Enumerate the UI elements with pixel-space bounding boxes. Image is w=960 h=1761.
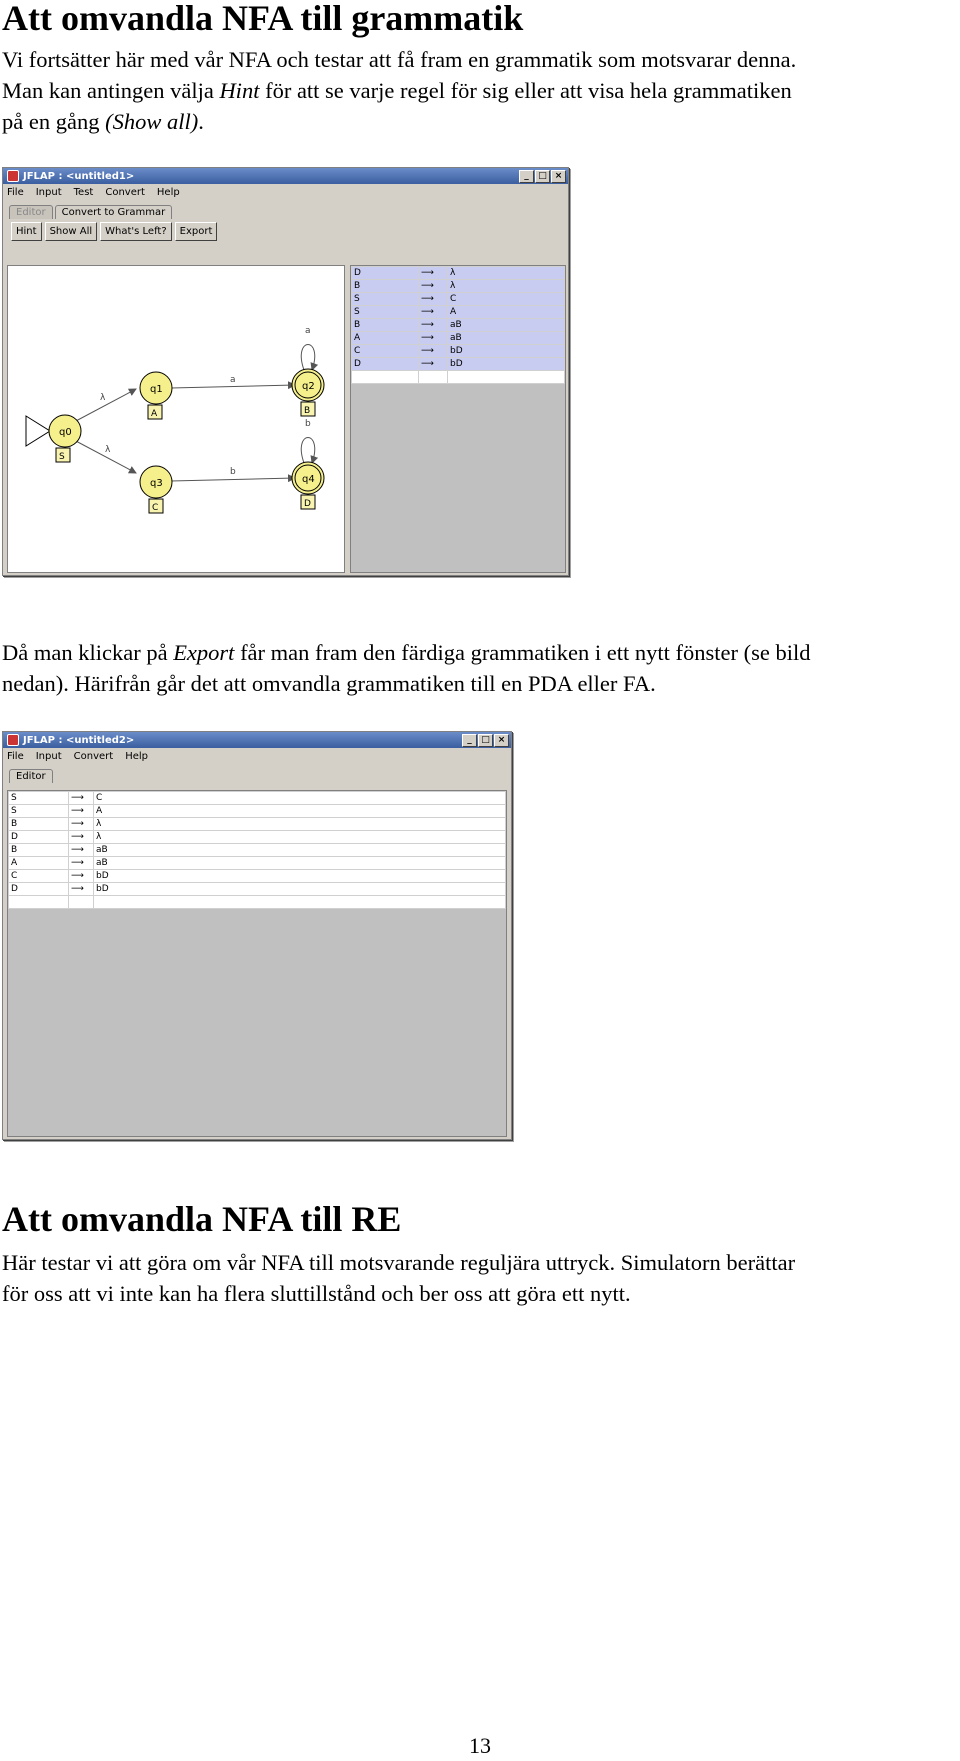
menu-file[interactable]: File <box>7 187 24 198</box>
hint-button[interactable]: Hint <box>11 222 42 241</box>
production-rhs[interactable]: λ <box>448 280 565 293</box>
production-lhs[interactable]: B <box>9 818 69 831</box>
production-rhs[interactable]: A <box>448 306 565 319</box>
menu-file[interactable]: File <box>7 751 24 762</box>
label-loop-q4: b <box>305 419 311 429</box>
production-lhs[interactable]: B <box>9 844 69 857</box>
production-lhs[interactable]: B <box>352 319 419 332</box>
production-lhs[interactable]: C <box>9 870 69 883</box>
arrow-icon: ⟶ <box>69 831 94 844</box>
empty-production-row[interactable] <box>352 371 565 384</box>
menu-input[interactable]: Input <box>35 751 62 762</box>
label-loop-q2: a <box>305 326 311 336</box>
arrow-icon: ⟶ <box>419 267 448 280</box>
production-rhs[interactable]: λ <box>94 831 506 844</box>
edge-q1-q2 <box>171 385 295 388</box>
menu-convert[interactable]: Convert <box>105 187 145 198</box>
minimize-icon[interactable]: _ <box>519 170 534 183</box>
section-heading-re: Att omvandla NFA till RE <box>2 1199 402 1239</box>
menu-input[interactable]: Input <box>35 187 62 198</box>
production-lhs[interactable]: B <box>352 280 419 293</box>
production-rhs[interactable]: λ <box>448 267 565 280</box>
arrow-icon: ⟶ <box>69 818 94 831</box>
label-q1-q2: a <box>230 375 236 385</box>
export-line-2: nedan). Härifrån går det att omvandla grammatiken till en PDA eller FA. <box>2 671 656 696</box>
export-term: Export <box>173 640 235 665</box>
window-title: JFLAP : <untitled2> <box>23 734 135 746</box>
production-rhs[interactable]: C <box>448 293 565 306</box>
production-row[interactable] <box>352 293 565 306</box>
menu-bar <box>3 184 568 201</box>
automaton-diagram <box>8 266 344 572</box>
production-lhs[interactable]: A <box>9 857 69 870</box>
production-rhs[interactable]: bD <box>448 358 565 371</box>
production-rhs[interactable]: aB <box>448 319 565 332</box>
production-rhs[interactable]: aB <box>94 844 506 857</box>
menu-test[interactable]: Test <box>73 187 94 198</box>
production-row[interactable] <box>352 345 565 358</box>
grammar-panel <box>350 265 566 573</box>
production-row[interactable] <box>9 805 506 818</box>
production-row[interactable] <box>352 280 565 293</box>
section-heading-grammar: Att omvandla NFA till grammatik <box>2 0 524 38</box>
production-row[interactable] <box>352 306 565 319</box>
label-q3-q4: b <box>230 467 236 477</box>
production-rhs[interactable]: C <box>94 792 506 805</box>
production-lhs[interactable]: D <box>9 883 69 896</box>
toolbar <box>3 219 568 244</box>
arrow-icon: ⟶ <box>419 345 448 358</box>
production-lhs[interactable]: S <box>9 792 69 805</box>
svg-text:C: C <box>152 503 159 513</box>
tab-strip <box>3 765 511 783</box>
svg-text:q1: q1 <box>150 384 163 395</box>
menu-convert[interactable]: Convert <box>73 751 114 762</box>
production-lhs[interactable]: D <box>352 358 419 371</box>
arrow-icon: ⟶ <box>419 358 448 371</box>
minimize-icon[interactable]: _ <box>462 734 477 747</box>
close-icon[interactable]: × <box>494 734 509 747</box>
state-q4[interactable] <box>292 462 324 509</box>
label-q0-q3: λ <box>105 445 111 455</box>
production-lhs[interactable]: D <box>352 267 419 280</box>
re-line-1: Här testar vi att göra om vår NFA till motsvarande reguljära uttryck. Simulatorn berättar <box>2 1250 796 1275</box>
jflap-window-2 <box>2 731 512 1140</box>
svg-text:D: D <box>304 499 311 509</box>
arrow-icon: ⟶ <box>69 857 94 870</box>
edge-q3-q4 <box>171 478 295 481</box>
export-button[interactable]: Export <box>175 222 218 241</box>
svg-text:S: S <box>59 452 65 462</box>
production-rhs[interactable]: aB <box>448 332 565 345</box>
production-table <box>8 791 506 909</box>
intro-line-1: Vi fortsätter här med vår NFA och testar att få fram en grammatik som motsvarar denna. <box>2 47 797 72</box>
tab-editor[interactable]: Editor <box>9 205 53 219</box>
production-row[interactable] <box>9 883 506 896</box>
intro-paragraph <box>2 44 957 137</box>
arrow-icon: ⟶ <box>419 280 448 293</box>
production-lhs[interactable]: S <box>352 306 419 319</box>
svg-text:q3: q3 <box>150 478 163 489</box>
window-title: JFLAP : <untitled1> <box>23 170 135 182</box>
svg-text:q2: q2 <box>302 381 315 392</box>
production-lhs[interactable]: D <box>9 831 69 844</box>
initial-state-marker <box>26 416 50 446</box>
production-row[interactable] <box>9 831 506 844</box>
grammar-editor-panel <box>7 790 507 1137</box>
export-line-1: Då man klickar på Export får man fram den färdiga grammatiken i ett nytt fönster (se bild <box>2 640 811 665</box>
production-row[interactable] <box>9 792 506 805</box>
jflap-icon <box>7 170 19 182</box>
maximize-icon[interactable]: □ <box>535 170 550 183</box>
production-lhs[interactable]: A <box>352 332 419 345</box>
export-paragraph <box>2 637 957 699</box>
production-row[interactable] <box>9 844 506 857</box>
production-rhs[interactable]: bD <box>448 345 565 358</box>
production-row[interactable] <box>352 319 565 332</box>
re-line-2: för oss att vi inte kan ha flera sluttillstånd och ber oss att göra ett nytt. <box>2 1281 631 1306</box>
production-row[interactable] <box>9 818 506 831</box>
svg-text:q4: q4 <box>302 474 315 485</box>
automaton-canvas[interactable] <box>7 265 345 573</box>
production-rhs[interactable]: λ <box>94 818 506 831</box>
loop-q4 <box>301 438 314 464</box>
arrow-icon: ⟶ <box>419 332 448 345</box>
production-rhs[interactable]: bD <box>94 883 506 896</box>
tab-editor[interactable]: Editor <box>9 769 53 783</box>
arrow-icon: ⟶ <box>69 844 94 857</box>
production-table <box>351 266 565 384</box>
svg-text:A: A <box>151 409 158 419</box>
production-lhs[interactable]: C <box>352 345 419 358</box>
loop-q2 <box>301 345 314 371</box>
production-lhs[interactable]: S <box>352 293 419 306</box>
production-row[interactable] <box>9 870 506 883</box>
production-row[interactable] <box>352 332 565 345</box>
production-row[interactable] <box>352 267 565 280</box>
state-q1[interactable] <box>140 372 172 419</box>
menu-bar <box>3 748 511 765</box>
production-rhs[interactable]: bD <box>94 870 506 883</box>
title-bar <box>3 732 511 748</box>
jflap-window-1 <box>2 167 569 576</box>
production-rhs[interactable]: A <box>94 805 506 818</box>
jflap-icon <box>7 734 19 746</box>
intro-line-3: på en gång (Show all). <box>2 109 204 134</box>
show-all-term: (Show all) <box>105 109 199 134</box>
whats-left-button[interactable]: What's Left? <box>100 222 172 241</box>
intro-line-2: Man kan antingen välja Hint för att se varje regel för sig eller att visa hela grammatiken <box>2 78 792 103</box>
maximize-icon[interactable]: □ <box>478 734 493 747</box>
label-q0-q1: λ <box>100 393 106 403</box>
arrow-icon: ⟶ <box>419 306 448 319</box>
close-icon[interactable]: × <box>551 170 566 183</box>
re-paragraph <box>2 1247 957 1309</box>
production-rhs[interactable]: aB <box>94 857 506 870</box>
page-number: 13 <box>469 1733 491 1758</box>
arrow-icon: ⟶ <box>69 870 94 883</box>
arrow-icon: ⟶ <box>69 883 94 896</box>
tab-convert-to-grammar[interactable]: Convert to Grammar <box>55 205 173 219</box>
arrow-icon: ⟶ <box>419 293 448 306</box>
empty-production-row[interactable] <box>9 896 506 909</box>
hint-term: Hint <box>219 78 260 103</box>
svg-text:q0: q0 <box>59 427 72 438</box>
title-bar <box>3 168 568 184</box>
state-q2[interactable] <box>292 369 324 416</box>
show-all-button[interactable]: Show All <box>45 222 98 241</box>
arrow-icon: ⟶ <box>419 319 448 332</box>
arrow-icon: ⟶ <box>69 805 94 818</box>
production-row[interactable] <box>352 358 565 371</box>
state-q3[interactable] <box>140 466 172 513</box>
svg-text:B: B <box>304 406 311 416</box>
menu-help[interactable]: Help <box>125 751 148 762</box>
production-lhs[interactable]: S <box>9 805 69 818</box>
state-q0[interactable] <box>49 415 81 462</box>
production-row[interactable] <box>9 857 506 870</box>
arrow-icon: ⟶ <box>69 792 94 805</box>
tab-strip <box>3 201 568 219</box>
menu-help[interactable]: Help <box>156 187 180 198</box>
